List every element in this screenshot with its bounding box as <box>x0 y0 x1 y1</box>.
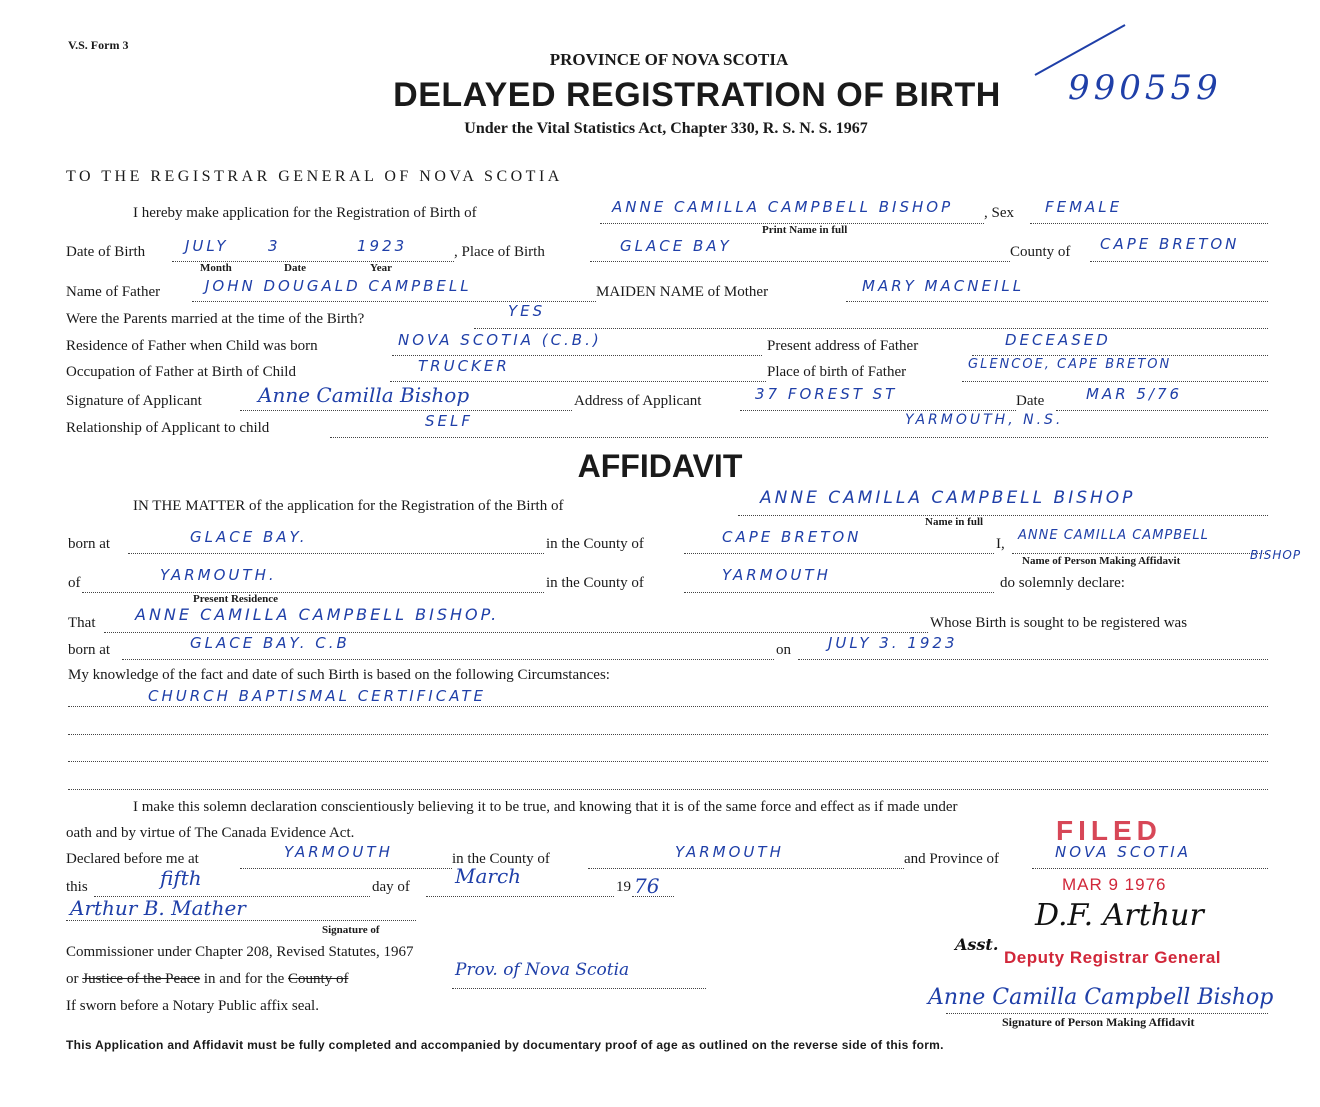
print-name-caption: Print Name in full <box>762 224 848 236</box>
province-label: and Province of <box>904 851 999 867</box>
father-birthplace-value: GLENCOE, CAPE BRETON <box>968 357 1172 372</box>
applicant-address-label: Address of Applicant <box>574 393 702 409</box>
justice-mid: in and for the <box>203 971 285 987</box>
province-title: PROVINCE OF NOVA SCOTIA <box>549 50 789 69</box>
residence-label: Residence of Father when Child was born <box>66 338 318 354</box>
that-name: ANNE CAMILLA CAMPBELL BISHOP. <box>135 605 500 624</box>
commissioner-line: Commissioner under Chapter 208, Revised Statutes, 1967 <box>66 944 414 960</box>
present-address-label: Present address of Father <box>767 338 919 354</box>
i-label: I, <box>996 536 1005 552</box>
year-caption: Year <box>370 262 392 274</box>
affidavit-heading: AFFIDAVIT <box>577 448 743 484</box>
affiant-caption: Name of Person Making Affidavit <box>1022 555 1181 567</box>
commissioner-signature: Arthur B. Mather <box>70 896 246 920</box>
mother-value: MARY MACNEILL <box>862 277 1025 295</box>
dob-label: Date of Birth <box>66 244 146 260</box>
dob-month: JULY <box>185 237 229 255</box>
date-label: Date <box>1016 393 1045 409</box>
circumstance-value: CHURCH BAPTISMAL CERTIFICATE <box>148 687 487 705</box>
father-label: Name of Father <box>66 284 161 300</box>
present-residence-caption: Present Residence <box>193 593 279 605</box>
affiant-signature-caption: Signature of Person Making Affidavit <box>1002 1015 1195 1029</box>
residence-county-value: YARMOUTH <box>722 566 831 584</box>
matter-label: IN THE MATTER of the application for the Registration of the Birth of <box>133 498 564 514</box>
justice-or: or <box>66 971 79 987</box>
page-title: DELAYED REGISTRATION OF BIRTH <box>393 76 1001 114</box>
whose-birth-label: Whose Birth is sought to be registered was <box>930 615 1188 631</box>
declared-at-value: YARMOUTH <box>284 843 393 861</box>
born-at-label-2: born at <box>68 642 111 658</box>
county-strike: County of <box>288 971 349 987</box>
occupation-value: TRUCKER <box>418 357 510 375</box>
applicant-signature: Anne Camilla Bishop <box>258 383 470 407</box>
declaration-line1: I make this solemn declaration conscientiously believing it to be true, and knowing that it is of the same force and effect as if made under <box>133 799 958 815</box>
page-subtitle: Under the Vital Statistics Act, Chapter 330, R. S. N. S. 1967 <box>464 120 868 137</box>
dob-date: 3 <box>268 237 281 255</box>
that-label: That <box>68 615 96 631</box>
residence-county-label: in the County of <box>546 575 644 591</box>
declared-before-label: Declared before me at <box>66 851 199 867</box>
affiant-signature: Anne Camilla Campbell Bishop <box>928 985 1274 1010</box>
day-of-label: day of <box>372 879 410 895</box>
asst-label: Asst. <box>955 935 999 954</box>
check-mark-icon <box>1030 20 1130 80</box>
affiant-name-cont: BISHOP <box>1250 548 1302 562</box>
justice-line <box>66 971 348 988</box>
footer-note: This Application and Affidavit must be fully completed and accompanied by documentary proof of age as outlined on the reverse side of this form. <box>66 1038 944 1052</box>
present-address-value: DECEASED <box>1005 331 1111 349</box>
month-caption: Month <box>200 262 232 274</box>
declared-county-value: YARMOUTH <box>675 843 784 861</box>
year-prefix: 19 <box>616 879 631 895</box>
applicant-address-line2: YARMOUTH, N.S. <box>905 412 1064 428</box>
day-value: fifth <box>160 866 202 890</box>
born-at-label: born at <box>68 536 111 552</box>
county-value: CAPE BRETON <box>1100 235 1240 253</box>
father-value: JOHN DOUGALD CAMPBELL <box>205 277 472 295</box>
declaration-line2: oath and by virtue of The Canada Evidence Act. <box>66 825 355 841</box>
declared-county-label: in the County of <box>452 851 550 867</box>
affiant-name: ANNE CAMILLA CAMPBELL <box>1018 528 1209 543</box>
date-value: MAR 5/76 <box>1086 385 1183 403</box>
intro-label: I hereby make application for the Registration of Birth of <box>133 205 477 221</box>
county-label: County of <box>1010 244 1071 260</box>
applicant-address-value: 37 FOREST ST <box>755 385 898 403</box>
married-label: Were the Parents married at the time of the Birth? <box>66 311 365 327</box>
married-value: YES <box>508 302 546 320</box>
registrar-signature: D.F. Arthur <box>1035 898 1204 933</box>
name-caption: Name in full <box>925 516 984 528</box>
notary-line: If sworn before a Notary Public affix seal. <box>66 998 319 1014</box>
this-label: this <box>66 879 88 895</box>
residence-value: NOVA SCOTIA (C.B.) <box>398 331 602 349</box>
birth-county-label: in the County of <box>546 536 644 552</box>
on-date: JULY 3. 1923 <box>828 634 958 652</box>
residence-value-affidavit: YARMOUTH. <box>160 566 277 584</box>
born-at-value-2: GLACE BAY. C.B <box>190 634 350 652</box>
registration-number: 990559 <box>1068 68 1222 108</box>
sex-label: , Sex <box>984 205 1014 221</box>
of-label: of <box>68 575 81 591</box>
year-value: 76 <box>634 874 660 898</box>
jurisdiction-value: Prov. of Nova Scotia <box>455 960 630 980</box>
father-birthplace-label: Place of birth of Father <box>767 364 907 380</box>
signature-label: Signature of Applicant <box>66 393 202 409</box>
deputy-registrar-stamp: Deputy Registrar General <box>1004 948 1222 967</box>
relationship-label: Relationship of Applicant to child <box>66 420 270 436</box>
knowledge-label: My knowledge of the fact and date of such Birth is based on the following Circumstances: <box>68 667 610 683</box>
place-value: GLACE BAY <box>620 237 732 255</box>
occupation-label: Occupation of Father at Birth of Child <box>66 364 296 380</box>
relationship-value: SELF <box>425 412 473 430</box>
dob-year: 1923 <box>357 237 408 255</box>
child-name: ANNE CAMILLA CAMPBELL BISHOP <box>612 198 954 216</box>
affidavit-child-name: ANNE CAMILLA CAMPBELL BISHOP <box>760 488 1136 508</box>
filed-date-stamp: MAR 9 1976 <box>1062 875 1167 894</box>
mother-label: MAIDEN NAME of Mother <box>596 284 769 300</box>
date-caption: Date <box>284 262 306 274</box>
birth-county-value: CAPE BRETON <box>722 528 862 546</box>
place-label: , Place of Birth <box>454 244 545 260</box>
declare-label: do solemnly declare: <box>1000 575 1125 591</box>
province-value: NOVA SCOTIA <box>1055 843 1191 861</box>
born-at-value: GLACE BAY. <box>190 528 308 546</box>
sex-value: FEMALE <box>1045 198 1123 216</box>
filed-stamp: FILED <box>1056 815 1162 846</box>
on-label: on <box>776 642 791 658</box>
justice-strike: Justice of the Peace <box>82 971 201 987</box>
form-id: V.S. Form 3 <box>68 38 129 52</box>
signature-of-caption: Signature of <box>322 924 380 936</box>
month-value: March <box>455 864 522 888</box>
addressee: TO THE REGISTRAR GENERAL OF NOVA SCOTIA <box>66 168 563 185</box>
